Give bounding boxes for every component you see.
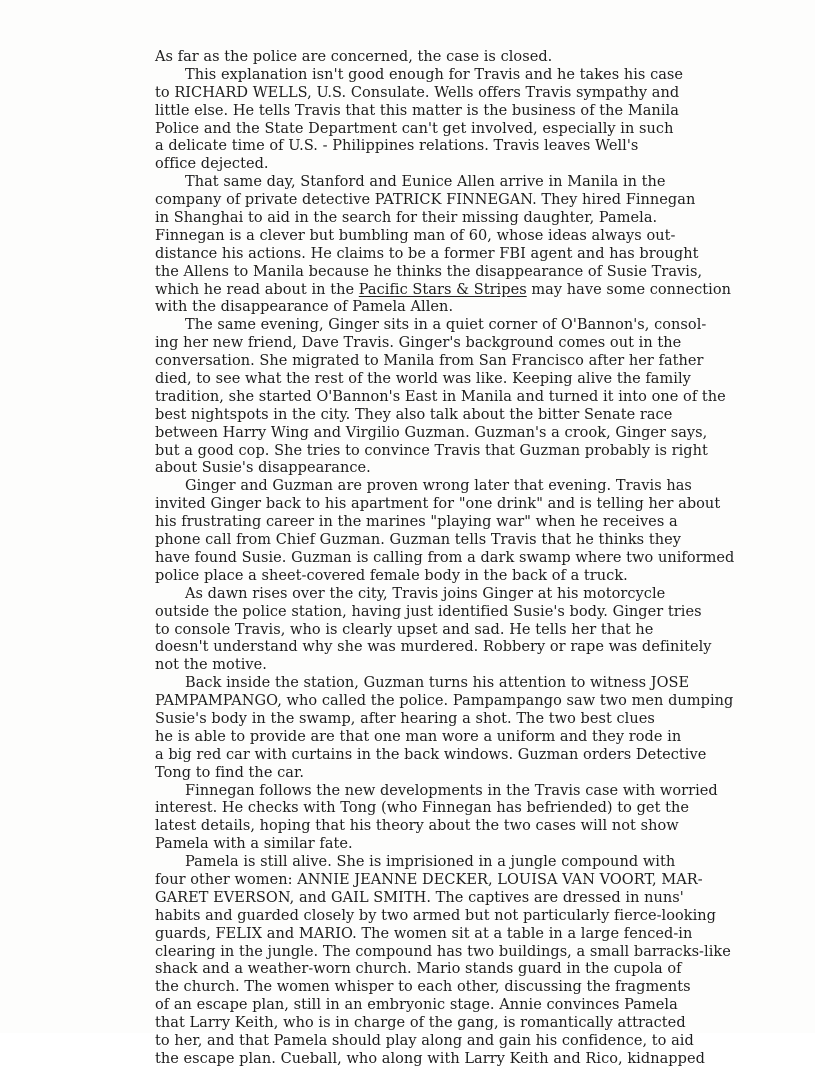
text-line: but a good cop. She tries to convince Travis that Guzman probably is right <box>155 442 708 459</box>
text-line: not the motive. <box>155 657 267 674</box>
text-line: ing her new friend, Dave Travis. Ginger's background comes out in the <box>155 335 682 352</box>
text-line: GARET EVERSON, and GAIL SMITH. The captives are dressed in nuns' <box>155 889 684 906</box>
text-line: Pamela is still alive. She is imprisioned in a jungle compound with <box>185 854 676 871</box>
text-line: to console Travis, who is clearly upset and sad. He tells her that he <box>155 621 654 638</box>
text-line: Back inside the station, Guzman turns his attention to witness JOSE <box>185 675 690 692</box>
text-line: shack and a weather-worn church. Mario stands guard in the cupola of <box>155 961 682 978</box>
typed-text-body <box>155 49 795 1069</box>
text-line: invited Ginger back to his apartment for "one drink" and is telling her about <box>155 496 721 513</box>
text-line: Tong to find the car. <box>155 764 305 781</box>
text-line: doesn't understand why she was murdered. Robbery or rape was definitely <box>155 639 712 656</box>
text-line: that Larry Keith, who is in charge of the gang, is romantically attracted <box>155 1015 686 1032</box>
text-line: died, to see what the rest of the world was like. Keeping alive the family <box>155 371 691 388</box>
text-line: Finnegan is a clever but bumbling man of 60, whose ideas always out- <box>155 227 676 244</box>
text-line: latest details, hoping that his theory about the two cases will not show <box>155 818 679 835</box>
text-line: distance his actions. He claims to be a former FBI agent and has brought <box>155 245 699 262</box>
publication-title: Pacific Stars & Stripes <box>358 281 527 298</box>
text-line: little else. He tells Travis that this matter is the business of the Manila <box>155 102 679 119</box>
text-line: to her, and that Pamela should play along and gain his confidence, to aid <box>155 1032 694 1049</box>
text-line: in Shanghai to aid in the search for their missing daughter, Pamela. <box>155 210 658 227</box>
text-line: the church. The women whisper to each other, discussing the fragments <box>155 979 691 996</box>
text-line: conversation. She migrated to Manila from San Francisco after her father <box>155 353 704 370</box>
text-line: the escape plan. Cueball, who along with Larry Keith and Rico, kidnapped <box>155 1050 705 1067</box>
text-line: between Harry Wing and Virgilio Guzman. Guzman's a crook, Ginger says, <box>155 424 708 441</box>
text-line: clearing in the jungle. The compound has two buildings, a small barracks-like <box>155 943 731 960</box>
text-line <box>155 282 795 300</box>
text-line: a delicate time of U.S. - Philippines relations. Travis leaves Well's <box>155 138 639 155</box>
text-line: As dawn rises over the city, Travis joins Ginger at his motorcycle <box>185 585 666 602</box>
text-line: Ginger and Guzman are proven wrong later that evening. Travis has <box>185 478 692 495</box>
text-line: That same day, Stanford and Eunice Allen arrive in Manila in the <box>185 174 666 191</box>
text-line: outside the police station, having just identified Susie's body. Ginger tries <box>155 603 702 620</box>
text-line: four other women: ANNIE JEANNE DECKER, LOUISA VAN VOORT, MAR- <box>155 871 703 888</box>
text-line: his frustrating career in the marines "playing war" when he receives a <box>155 514 678 531</box>
text-line: company of private detective PATRICK FINNEGAN. They hired Finnegan <box>155 192 696 209</box>
text-line: PAMPAMPANGO, who called the police. Pampampango saw two men dumping <box>155 693 734 710</box>
text-line: office dejected. <box>155 156 269 173</box>
text-line: about Susie's disappearance. <box>155 460 371 477</box>
text-line: As far as the police are concerned, the case is closed. <box>155 49 553 65</box>
text-line: Susie's body in the swamp, after hearing a shot. The two best clues <box>155 710 655 727</box>
text-line: a big red car with curtains in the back windows. Guzman orders Detective <box>155 746 707 763</box>
text-line: This explanation isn't good enough for Travis and he takes his case <box>185 66 684 83</box>
text-line: phone call from Chief Guzman. Guzman tells Travis that he thinks they <box>155 532 681 549</box>
text-line: the Allens to Manila because he thinks the disappearance of Susie Travis, <box>155 263 703 280</box>
text-line: interest. He checks with Tong (who Finnegan has befriended) to get the <box>155 800 689 817</box>
text-line: guards, FELIX and MARIO. The women sit at a table in a large fenced-in <box>155 925 693 942</box>
text-line: best nightspots in the city. They also talk about the bitter Senate race <box>155 406 673 423</box>
text-line: with the disappearance of Pamela Allen. <box>155 299 454 316</box>
text-line: police place a sheet-covered female body in the back of a truck. <box>155 567 628 584</box>
text-segment: which he read about in the <box>155 281 359 298</box>
text-line: habits and guarded closely by two armed but not particularly fierce-looking <box>155 907 717 924</box>
text-line: he is able to provide are that one man wore a uniform and they rode in <box>155 728 682 745</box>
text-line: to RICHARD WELLS, U.S. Consulate. Wells offers Travis sympathy and <box>155 84 680 101</box>
text-line: Pamela with a similar fate. <box>155 836 353 853</box>
text-line: tradition, she started O'Bannon's East in Manila and turned it into one of the <box>155 388 726 405</box>
text-segment: may have some connection <box>526 281 731 298</box>
text-line: have found Susie. Guzman is calling from a dark swamp where two uniformed <box>155 549 735 566</box>
text-line: Police and the State Department can't get involved, especially in such <box>155 120 674 137</box>
text-line: of an escape plan, still in an embryonic stage. Annie convinces Pamela <box>155 997 678 1014</box>
text-line: Finnegan follows the new developments in the Travis case with worried <box>185 782 718 799</box>
text-line: The same evening, Ginger sits in a quiet corner of O'Bannon's, consol- <box>185 317 707 334</box>
